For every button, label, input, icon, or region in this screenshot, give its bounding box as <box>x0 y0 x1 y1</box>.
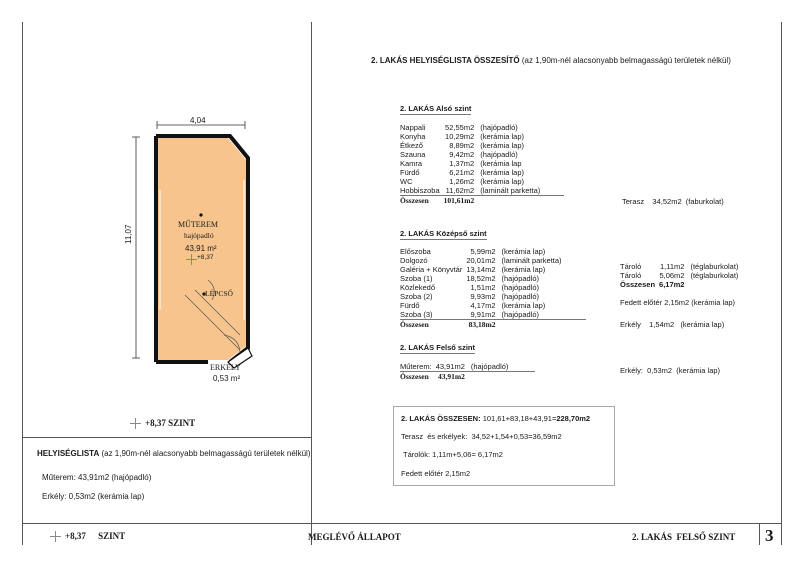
also-room-name: Szauna <box>400 150 426 159</box>
also-room-floor: (kerámia lap) <box>480 132 524 141</box>
also-room-name: WC <box>400 177 413 186</box>
storage-room-floor: (téglaburkolat) <box>690 262 739 271</box>
also-room-area: 11,62m2 <box>445 186 475 195</box>
storage-sum-label: Összesen <box>620 280 656 289</box>
kozepso-row <box>400 274 586 283</box>
total-line <box>401 414 590 423</box>
also-room-floor: (kerámia lap) <box>480 177 524 186</box>
page-number-divider <box>759 523 760 545</box>
kozepso-room-name: Szoba (3) <box>400 310 433 319</box>
also-room-name: Kamra <box>400 159 423 168</box>
kozepso-room-name: Szoba (1) <box>400 274 433 283</box>
felso-room-name: Műterem: <box>400 362 432 371</box>
kozepso-room-name: Szoba (2) <box>400 292 433 301</box>
felso-room-area: 43,91m2 <box>435 362 465 371</box>
kozepso-room-name: Galéria + Könyvtár <box>400 265 463 274</box>
also-room-floor: (kerámia lap) <box>480 141 524 150</box>
kozepso-row <box>400 247 586 256</box>
total-covered: Fedett előtér 2,15m2 <box>401 469 471 478</box>
room-area: 43,91 m² <box>185 244 217 253</box>
also-room-name: Étkező <box>400 141 423 150</box>
also-row <box>400 141 564 150</box>
summary-heading <box>371 56 731 65</box>
summary-title: 2. LAKÁS HELYISÉGLISTA ÖSSZESÍTŐ <box>371 56 520 65</box>
balcony-label: ERKÉLY <box>210 363 241 372</box>
kozepso-room-floor: (kerámia lap) <box>501 301 546 310</box>
kozepso-row <box>400 265 586 274</box>
page-left-border <box>22 22 23 545</box>
kozepso-room-floor: (hajópadló) <box>501 292 540 301</box>
left-list-title: HELYISÉGLISTA <box>37 449 100 458</box>
felso-sum-value: 43,91m2 <box>436 372 471 382</box>
also-row <box>400 123 564 132</box>
felso-row <box>400 362 535 372</box>
also-row <box>400 186 564 196</box>
level-cross-icon <box>186 254 193 261</box>
total-value: 228,70m2 <box>556 414 591 423</box>
footer-state: MEGLÉVŐ ÁLLAPOT <box>308 532 401 542</box>
page-number: 3 <box>765 526 774 545</box>
kozepso-room-area: 13,14m2 <box>466 265 496 274</box>
kozepso-room-area: 5,99m2 <box>470 247 496 256</box>
storage-sum-value: 6,17m2 <box>659 280 685 289</box>
footer-unit: 2. LAKÁS FELSŐ SZINT <box>632 532 736 542</box>
kozepso-room-floor: (hajópadló) <box>501 283 540 292</box>
kozepso-room-floor: (kerámia lap) <box>501 265 546 274</box>
kozepso-row <box>400 292 586 301</box>
kozepso-row <box>400 283 586 292</box>
also-row <box>400 150 564 159</box>
kozepso-room-floor: (laminált parketta) <box>501 256 562 265</box>
also-room-area: 9,42m2 <box>449 150 475 159</box>
page-divider <box>311 22 312 545</box>
kozepso-room-area: 1,51m2 <box>470 283 496 292</box>
kozepso-room-name: Fürdő <box>400 301 420 310</box>
also-room-name: Hobbiszoba <box>400 186 440 195</box>
storage-room-area: 1,11m2 <box>660 262 685 271</box>
also-row <box>400 132 564 141</box>
also-room-area: 8,89m2 <box>449 141 475 150</box>
also-room-floor: (kerámia lap) <box>480 168 524 177</box>
kozepso-room-floor: (kerámia lap) <box>501 247 546 256</box>
total-label: 2. LAKÁS ÖSSZESEN: <box>401 414 481 423</box>
felso-sum-label: Összesen <box>400 372 436 382</box>
also-room-name: Konyha <box>400 132 426 141</box>
footer-level <box>50 531 125 542</box>
also-room-area: 52,55m2 <box>445 123 475 132</box>
left-list-item-erkely: Erkély: 0,53m2 (kerámia lap) <box>42 492 145 501</box>
terrace-text: Terasz 34,52m2 (faburkolat) <box>622 197 724 206</box>
also-room-floor: (hajópadló) <box>480 150 518 159</box>
also-sum-row <box>400 196 564 206</box>
kozepso-room-name: Előszoba <box>400 247 431 256</box>
also-room-name: Fürdő <box>400 168 420 177</box>
also-sum-label: Összesen <box>400 196 444 206</box>
left-level-text: +8,37 SZINT <box>145 418 196 428</box>
stair-label: LÉPCSŐ <box>205 289 233 298</box>
plan-width-dimension: 4,04 <box>190 116 206 125</box>
also-room-area: 1,37m2 <box>449 159 475 168</box>
felso-title: 2. LAKÁS Felső szint <box>400 343 476 352</box>
total-terrace: Terasz és erkélyek: 34,52+1,54+0,53=36,59m2 <box>401 432 562 441</box>
footer-level-value: +8,37 <box>65 531 86 541</box>
also-room-name: Nappali <box>400 123 426 132</box>
plan-height-dimension: 11,07 <box>124 224 133 244</box>
felso-table <box>400 362 535 381</box>
also-row <box>400 159 564 168</box>
also-room-floor: (kerámia lap <box>480 159 522 168</box>
footer-top-line <box>22 523 781 524</box>
kozepso-room-floor: (hajópadló) <box>501 310 540 319</box>
kozepso-row <box>400 301 586 310</box>
also-room-area: 6,21m2 <box>449 168 475 177</box>
also-row <box>400 177 564 186</box>
total-storage: Tárolók: 1,11m+5,06= 6,17m2 <box>403 450 503 459</box>
storage-row <box>620 271 742 280</box>
footer-level-word: SZINT <box>98 531 126 541</box>
storage-room-floor: (téglaburkolat) <box>690 271 739 280</box>
kozepso-table <box>400 247 586 329</box>
kozepso-room-area: 18,52m2 <box>466 274 496 283</box>
also-room-floor: (laminált parketta) <box>480 186 541 195</box>
covered-entry-text: Fedett előtér 2,15m2 (kerámia lap) <box>620 298 736 307</box>
left-level-label <box>130 418 195 429</box>
left-list-heading <box>37 449 310 458</box>
kozepso-room-area: 9,91m2 <box>470 310 496 319</box>
kozepso-row <box>400 310 586 320</box>
felso-room-floor: (hajópadló) <box>470 362 509 371</box>
storage-row <box>620 262 742 271</box>
level-cross-icon <box>50 531 61 542</box>
room-name: MŰTEREM <box>178 220 218 229</box>
kozepso-room-name: Dolgozó <box>400 256 428 265</box>
also-room-floor: (hajópadló) <box>480 123 518 132</box>
kozepso-sum-row <box>400 320 586 330</box>
left-list-note: (az 1,90m-nél alacsonyabb belmagasságú területek nélkül) <box>101 449 311 458</box>
also-sum-value: 101,61m2 <box>444 196 481 206</box>
also-room-area: 10,29m2 <box>445 132 475 141</box>
storage-table <box>620 262 742 289</box>
felso-balcony-text: Erkély: 0,53m2 (kerámia lap) <box>620 366 721 375</box>
kozepso-room-floor: (hajópadló) <box>501 274 540 283</box>
kozepso-sum-label: Összesen <box>400 320 466 330</box>
storage-room-name: Tároló <box>620 271 642 280</box>
kozepso-sum-value: 83,18m2 <box>466 320 501 330</box>
kozepso-room-area: 9,93m2 <box>470 292 496 301</box>
room-floor: hajópadló <box>184 231 214 240</box>
also-row <box>400 168 564 177</box>
kozepso-balcony-text: Erkély 1,54m2 (kerámia lap) <box>620 320 725 329</box>
room-level-mark <box>186 254 213 261</box>
storage-sum-row <box>620 280 742 289</box>
felso-sum-row <box>400 372 535 382</box>
storage-room-name: Tároló <box>620 262 642 271</box>
storage-room-area: 5,06m2 <box>659 271 685 280</box>
room-level-value: +8,37 <box>197 254 214 262</box>
kozepso-row <box>400 256 586 265</box>
also-room-area: 1,26m2 <box>449 177 475 186</box>
kozepso-title: 2. LAKÁS Középső szint <box>400 229 487 238</box>
also-title: 2. LAKÁS Alsó szint <box>400 104 472 113</box>
balcony-area: 0,53 m² <box>213 374 241 383</box>
kozepso-room-name: Közlekedő <box>400 283 436 292</box>
kozepso-room-area: 4,17m2 <box>470 301 496 310</box>
left-separator <box>22 437 311 438</box>
summary-note: (az 1,90m-nél alacsonyabb belmagasságú területek nélkül) <box>521 56 731 65</box>
also-table <box>400 123 564 205</box>
total-formula: 101,61+83,18+43,91= <box>482 414 557 423</box>
kozepso-room-area: 20,01m2 <box>466 256 496 265</box>
page-right-border <box>781 22 782 545</box>
left-list-item-muterem: Műterem: 43,91m2 (hajópadló) <box>42 473 152 482</box>
level-cross-icon <box>130 418 141 429</box>
